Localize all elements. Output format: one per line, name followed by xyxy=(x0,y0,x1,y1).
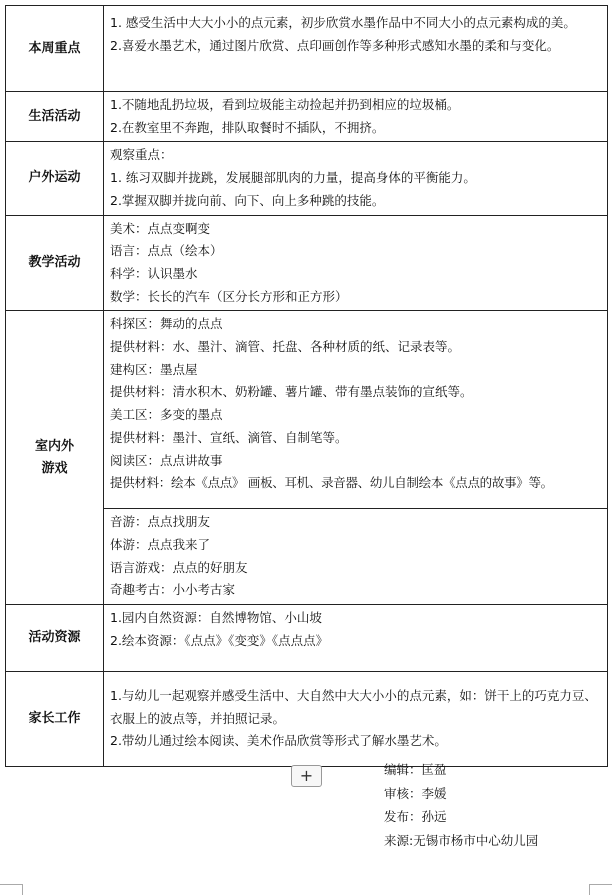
text-line: 音游：点点找朋友 xyxy=(110,514,211,530)
plus-icon: + xyxy=(299,766,314,785)
text-line: 1. 练习双脚并拢跳，发展腿部肌肉的力量，提高身体的平衡能力。 xyxy=(110,170,476,186)
text-line: 1.与幼儿一起观察并感受生活中、大自然中大大小小的点元素，如：饼干上的巧克力豆、衣服上的波点等，并拍照记录。 xyxy=(110,688,597,726)
text-line: 语言游戏：点点的好朋友 xyxy=(110,559,248,575)
editor-credit: 编辑：匡盈 xyxy=(384,762,447,777)
reviewer-credit: 审核：李媛 xyxy=(384,785,447,801)
row-content xyxy=(104,6,608,92)
text-line: 2.绘本资源：《点点》《变变》《点点点》 xyxy=(110,632,329,648)
text-line: 2.带幼儿通过绘本阅读、美术作品欣赏等形式了解水墨艺术。 xyxy=(110,733,447,749)
row-label: 家长工作 xyxy=(6,672,104,767)
text-line: 建构区：墨点屋 xyxy=(110,361,198,377)
text-line: 美工区：多变的墨点 xyxy=(110,407,223,423)
text-line: 语言：点点（绘本） xyxy=(110,243,223,259)
row-label: 户外运动 xyxy=(6,142,104,215)
text-line: 科学：认识墨水 xyxy=(110,265,198,281)
row-label: 教学活动 xyxy=(6,215,104,311)
text-line: 提供材料：墨汁、宣纸、滴管、自制笔等。 xyxy=(110,429,348,445)
text-line: 2.喜爱水墨艺术，通过图片欣赏、点印画创作等多种形式感知水墨的柔和与变化。 xyxy=(110,37,560,53)
text-line: 提供材料：清水积木、奶粉罐、薯片罐、带有墨点装饰的宣纸等。 xyxy=(110,384,473,400)
text-line: 1. 感受生活中大大小小的点元素，初步欣赏水墨作品中不同大小的点元素构成的美。 xyxy=(110,15,576,30)
corner-mark-right xyxy=(589,884,612,895)
text-line: 奇趣考古：小小考古家 xyxy=(110,582,236,598)
row-label: 活动资源 xyxy=(6,605,104,672)
row-teaching-activities xyxy=(6,215,608,311)
credits-block xyxy=(384,758,538,852)
row-outdoor-sports xyxy=(6,142,608,215)
row-content xyxy=(104,92,608,142)
row-content xyxy=(104,215,608,311)
row-content xyxy=(104,509,608,605)
row-parent-work xyxy=(6,672,608,767)
weekly-plan-table xyxy=(5,5,608,767)
text-line: 提供材料：水、墨汁、滴管、托盘、各种材质的纸、记录表等。 xyxy=(110,339,461,355)
text-line: 2.掌握双脚并拢向前、向下、向上多种跳的技能。 xyxy=(110,192,385,208)
text-line: 1.园内自然资源：自然博物馆、小山坡 xyxy=(110,610,322,626)
source-credit: 来源:无锡市杨市中心幼儿园 xyxy=(384,832,539,848)
text-line: 观察重点： xyxy=(110,147,173,163)
text-line: 体游：点点我来了 xyxy=(110,537,211,553)
text-line: 数学：长长的汽车（区分长方形和正方形） xyxy=(110,288,348,304)
row-label: 本周重点 xyxy=(6,6,104,92)
row-label xyxy=(6,311,104,605)
row-indoor-outdoor-games xyxy=(6,311,608,509)
text-line: 阅读区：点点讲故事 xyxy=(110,452,223,468)
text-line: 科探区：舞动的点点 xyxy=(110,316,223,332)
row-content xyxy=(104,311,608,509)
text-line: 1.不随地乱扔垃圾，看到垃圾能主动捡起并扔到相应的垃圾桶。 xyxy=(110,97,460,112)
label-line: 游戏 xyxy=(41,460,68,476)
row-weekly-focus xyxy=(6,6,608,92)
add-row-button[interactable] xyxy=(291,765,322,787)
label-line: 室内外 xyxy=(34,438,74,454)
row-label: 生活活动 xyxy=(6,92,104,142)
text-line: 美术：点点变啊变 xyxy=(110,220,211,236)
text-line: 提供材料：绘本《点点》 画板、耳机、录音器、幼儿自制绘本《点点的故事》等。 xyxy=(110,475,553,491)
row-content xyxy=(104,672,608,767)
corner-mark-left xyxy=(0,884,23,895)
publisher-credit: 发布：孙远 xyxy=(384,809,447,824)
row-life-activities xyxy=(6,92,608,142)
text-line: 2.在教室里不奔跑，排队取餐时不插队，不拥挤。 xyxy=(110,119,385,135)
row-activity-resources xyxy=(6,605,608,672)
row-content xyxy=(104,605,608,672)
row-content xyxy=(104,142,608,215)
